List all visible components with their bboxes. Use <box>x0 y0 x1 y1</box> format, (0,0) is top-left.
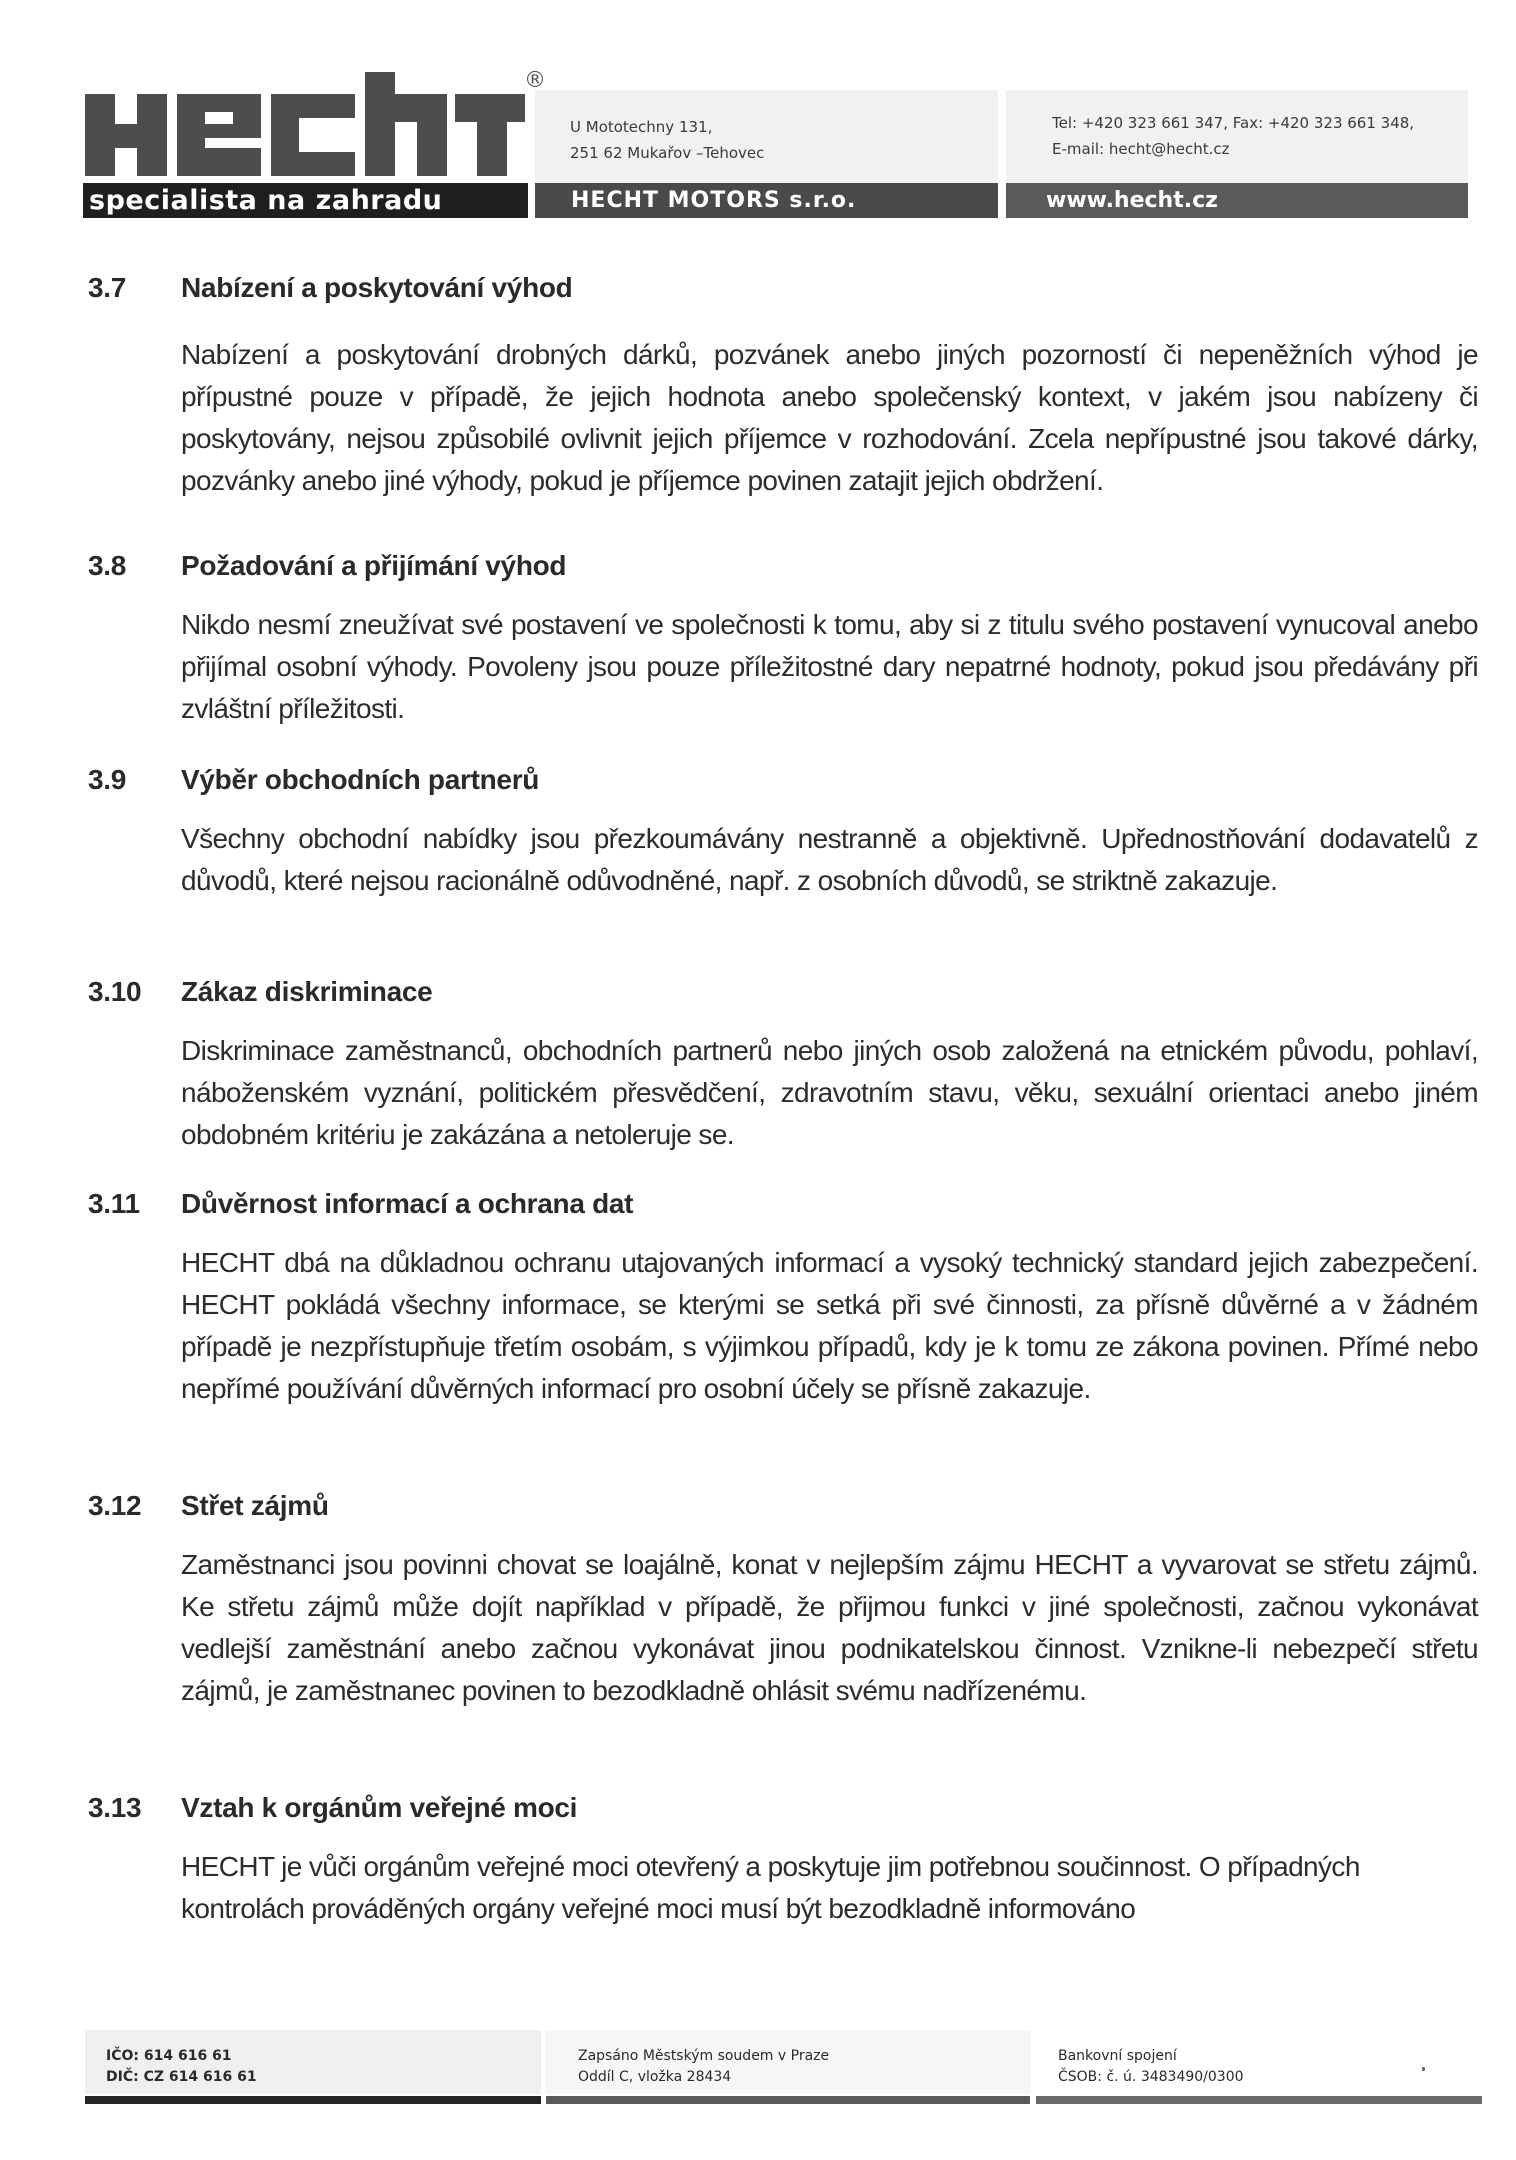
company-ids <box>106 2046 257 2088</box>
scan-mark <box>1422 2067 1425 2071</box>
court-registry <box>578 2046 829 2088</box>
registry-entry: Oddíl C, vložka 28434 <box>578 2069 732 2085</box>
footer-rule <box>1036 2096 1482 2104</box>
section-3-13 <box>88 1790 1480 1930</box>
footer-rule <box>546 2096 1030 2104</box>
tagline-bar: specialista na zahradu <box>83 183 528 218</box>
section-number: 3.9 <box>88 764 127 795</box>
section-text: Nikdo nesmí zneužívat své postavení ve společnosti k tomu, aby si z titulu svého postavení vynucoval anebo přijímal osobní výhody. Povoleny jsou pouze příležitostné dary nepatrné hodnoty, pokud jsou předávány při zvláštní příležitosti. <box>181 609 1478 724</box>
section-number: 3.10 <box>88 976 142 1007</box>
section-heading <box>88 548 1480 584</box>
section-number: 3.7 <box>88 272 127 303</box>
footer-rule <box>85 2096 541 2104</box>
registered-trademark: ® <box>524 68 546 93</box>
registry-court: Zapsáno Městským soudem v Praze <box>578 2048 830 2064</box>
bank-label: Bankovní spojení <box>1058 2048 1177 2064</box>
bank-account: ČSOB: č. ú. 3483490/0300 <box>1058 2069 1244 2085</box>
section-title: Nabízení a poskytování výhod <box>181 272 573 303</box>
section-3-9 <box>88 762 1480 902</box>
website-bar: www.hecht.cz <box>1006 183 1468 218</box>
section-heading <box>88 762 1480 798</box>
section-text: Zaměstnanci jsou povinni chovat se loajálně, konat v nejlepším zájmu HECHT a vyvarovat se střetu zájmů. Ke střetu zájmů může dojít například v případě, že přijmou funkci v jiné společnosti, začnou vykonávat vedlejší zaměstnání anebo začnou vykonávat jinou podnikatelskou činnost. Vznikne-li nebezpečí střetu zájmů, je zaměstnanec povinen to bezodkladně ohlásit svému nadřízenému. <box>181 1549 1478 1706</box>
ico: IČO: 614 616 61 <box>106 2048 232 2064</box>
section-3-12 <box>88 1488 1480 1712</box>
section-title: Požadování a přijímání výhod <box>181 550 567 581</box>
section-3-11 <box>88 1186 1480 1410</box>
section-text: Diskriminace zaměstnanců, obchodních partnerů nebo jiných osob založená na etnickém původu, pohlaví, náboženském vyznání, politickém přesvědčení, zdravotním stavu, věku, sexuální orientaci anebo jiném obdobném kritériu je zakázána a netoleruje se. <box>181 1035 1478 1150</box>
company-address <box>570 114 764 166</box>
section-heading <box>88 974 1480 1010</box>
section-number: 3.8 <box>88 550 127 581</box>
section-3-10 <box>88 974 1480 1156</box>
section-title: Zákaz diskriminace <box>181 976 433 1007</box>
section-title: Výběr obchodních partnerů <box>181 764 540 795</box>
bank-details <box>1058 2046 1244 2088</box>
email: E-mail: hecht@hecht.cz <box>1052 140 1230 158</box>
section-3-7 <box>88 270 1480 502</box>
hecht-logo-icon <box>85 72 525 176</box>
section-title: Vztah k orgánům veřejné moci <box>181 1792 578 1823</box>
section-number: 3.12 <box>88 1490 142 1521</box>
section-number: 3.13 <box>88 1792 142 1823</box>
company-contact <box>1052 110 1414 162</box>
section-heading <box>88 1488 1480 1524</box>
section-title: Střet zájmů <box>181 1490 329 1521</box>
address-city: 251 62 Mukařov –Tehovec <box>570 144 765 162</box>
section-text: Nabízení a poskytování drobných dárků, pozvánek anebo jiných pozorností či nepeněžních výhod je přípustné pouze v případě, že jejich hodnota anebo společenský kontext, v jakém jsou nabízeny či poskytovány, nejsou způsobilé ovlivnit jejich příjemce v rozhodování. Zcela nepřípustné jsou takové dárky, pozvánky anebo jiné výhody, pokud je příjemce povinen zatajit jejich obdržení. <box>181 339 1478 496</box>
section-text: Všechny obchodní nabídky jsou přezkoumávány nestranně a objektivně. Upřednostňování dodavatelů z důvodů, které nejsou racionálně odůvodněné, např. z osobních důvodů, se striktně zakazuje. <box>181 823 1478 896</box>
section-3-8 <box>88 548 1480 730</box>
section-text: HECHT je vůči orgánům veřejné moci otevřený a poskytuje jim potřebnou součinnost. O případných kontrolách prováděných orgány veřejné moci musí být bezodkladně informováno <box>181 1851 1360 1924</box>
section-number: 3.11 <box>88 1188 140 1219</box>
dic: DIČ: CZ 614 616 61 <box>106 2069 257 2085</box>
address-street: U Mototechny 131, <box>570 118 713 136</box>
section-heading <box>88 270 1480 306</box>
section-title: Důvěrnost informací a ochrana dat <box>181 1188 634 1219</box>
section-heading <box>88 1790 1480 1826</box>
section-text: HECHT dbá na důkladnou ochranu utajovaných informací a vysoký technický standard jejich zabezpečení. HECHT pokládá všechny informace, se kterými se setká při své činnosti, za přísně důvěrné a v žádném případě je nezpřístupňuje třetím osobám, s výjimkou případů, kdy je k tomu ze zákona povinen. Přímé nebo nepřímé používání důvěrných informací pro osobní účely se přísně zakazuje. <box>181 1247 1478 1404</box>
company-name-bar: HECHT MOTORS s.r.o. <box>535 183 998 218</box>
section-heading <box>88 1186 1480 1222</box>
phone-fax: Tel: +420 323 661 347, Fax: +420 323 661 348, <box>1052 114 1415 132</box>
hecht-logo <box>85 72 525 176</box>
